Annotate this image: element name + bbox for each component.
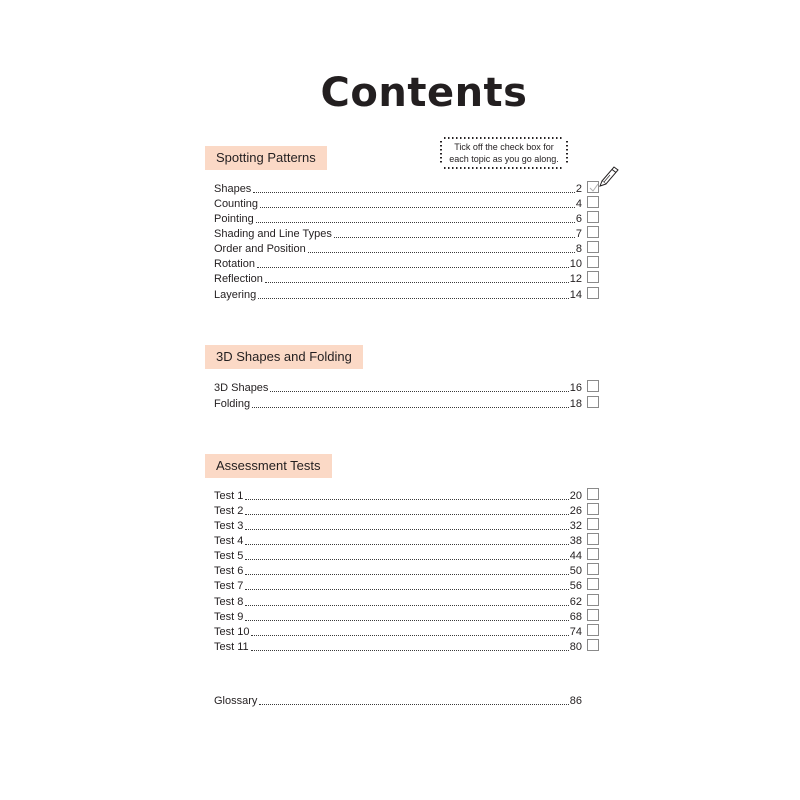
checkbox-test-1[interactable] <box>587 488 599 500</box>
section-heading-assessment-tests: Assessment Tests <box>205 454 332 478</box>
toc-item-label: Test 4 <box>214 535 244 547</box>
toc-item-page: 7 <box>575 228 582 240</box>
dot-leader <box>253 191 575 193</box>
toc-item-label: Test 7 <box>214 580 244 592</box>
toc-item-test-8[interactable] <box>214 594 582 609</box>
tick-icon <box>588 182 600 194</box>
toc-item-test-4[interactable] <box>214 533 582 548</box>
page-title: Contents <box>320 70 528 116</box>
dot-leader <box>265 281 569 283</box>
toc-item-page: 14 <box>569 289 582 301</box>
toc-item-page: 2 <box>575 183 582 195</box>
toc-item-label: Test 10 <box>214 626 250 638</box>
toc-item-page: 44 <box>569 550 582 562</box>
dot-leader <box>245 588 568 590</box>
toc-item-label: Shading and Line Types <box>214 228 332 240</box>
toc-item-page: 74 <box>569 626 582 638</box>
toc-item-page: 32 <box>569 520 582 532</box>
toc-item-page: 18 <box>569 398 582 410</box>
dot-leader <box>252 406 569 408</box>
checkbox-test-3[interactable] <box>587 518 599 530</box>
dot-leader <box>245 513 568 515</box>
toc-item-3d-shapes[interactable] <box>214 380 582 395</box>
dot-leader <box>270 390 568 392</box>
toc-item-test-10[interactable] <box>214 624 582 639</box>
dot-leader <box>251 649 569 651</box>
checkbox-test-8[interactable] <box>587 594 599 606</box>
dot-leader <box>256 221 575 223</box>
toc-item-layering[interactable] <box>214 287 582 302</box>
toc-item-label: Test 6 <box>214 565 244 577</box>
checkbox-test-9[interactable] <box>587 609 599 621</box>
checkbox-folding[interactable] <box>587 396 599 408</box>
dot-leader <box>245 558 568 560</box>
toc-item-shapes[interactable] <box>214 181 582 196</box>
toc-item-label: Test 2 <box>214 505 244 517</box>
dot-leader <box>251 634 568 636</box>
toc-item-page: 50 <box>569 565 582 577</box>
checkbox-test-2[interactable] <box>587 503 599 515</box>
dot-leader <box>245 573 568 575</box>
checkbox-test-11[interactable] <box>587 639 599 651</box>
section-heading-3d-shapes: 3D Shapes and Folding <box>205 345 363 369</box>
dot-leader <box>258 297 569 299</box>
toc-item-test-5[interactable] <box>214 548 582 563</box>
dot-leader <box>245 604 568 606</box>
checkbox-test-4[interactable] <box>587 533 599 545</box>
toc-item-label: Order and Position <box>214 243 306 255</box>
toc-item-pointing[interactable] <box>214 211 582 226</box>
toc-item-label: Folding <box>214 398 251 410</box>
toc-item-rotation[interactable] <box>214 256 582 271</box>
checkbox-3d-shapes[interactable] <box>587 380 599 392</box>
toc-item-test-11[interactable] <box>214 639 582 654</box>
toc-item-label: Counting <box>214 198 259 210</box>
section-heading-spotting-patterns: Spotting Patterns <box>205 146 327 170</box>
checkbox-reflection[interactable] <box>587 271 599 283</box>
toc-item-page: 6 <box>575 213 582 225</box>
toc-item-test-7[interactable] <box>214 578 582 593</box>
instruction-note <box>438 134 570 172</box>
toc-item-page: 62 <box>569 596 582 608</box>
toc-item-label: Glossary <box>214 695 258 707</box>
toc-item-page: 8 <box>575 243 582 255</box>
toc-item-counting[interactable] <box>214 196 582 211</box>
toc-item-label: Shapes <box>214 183 252 195</box>
dot-leader <box>245 543 568 545</box>
note-line-1: Tick off the check box for <box>454 142 554 152</box>
checkbox-test-5[interactable] <box>587 548 599 560</box>
toc-item-test-9[interactable] <box>214 609 582 624</box>
dot-leader <box>245 619 568 621</box>
toc-item-label: Test 1 <box>214 490 244 502</box>
toc-item-page: 68 <box>569 611 582 623</box>
checkbox-counting[interactable] <box>587 196 599 208</box>
toc-item-test-6[interactable] <box>214 563 582 578</box>
toc-item-glossary[interactable] <box>214 693 582 708</box>
toc-item-label: Pointing <box>214 213 254 225</box>
toc-item-label: 3D Shapes <box>214 382 269 394</box>
toc-item-page: 20 <box>569 490 582 502</box>
toc-item-label: Reflection <box>214 273 263 285</box>
dot-leader <box>257 266 569 268</box>
toc-item-page: 4 <box>575 198 582 210</box>
dot-leader <box>259 703 568 705</box>
dot-leader <box>308 251 575 253</box>
toc-item-label: Rotation <box>214 258 255 270</box>
toc-item-label: Test 11 <box>214 641 249 653</box>
toc-item-page: 38 <box>569 535 582 547</box>
toc-item-page: 56 <box>569 580 582 592</box>
checkbox-layering[interactable] <box>587 287 599 299</box>
toc-item-reflection[interactable] <box>214 271 582 286</box>
toc-item-test-3[interactable] <box>214 518 582 533</box>
dot-leader <box>260 206 575 208</box>
toc-item-page: 26 <box>569 505 582 517</box>
toc-item-page: 86 <box>569 695 582 707</box>
toc-item-label: Test 3 <box>214 520 244 532</box>
note-line-2: each topic as you go along. <box>449 154 559 164</box>
toc-item-label: Test 9 <box>214 611 244 623</box>
toc-item-shading[interactable] <box>214 226 582 241</box>
toc-item-label: Layering <box>214 289 257 301</box>
toc-item-page: 16 <box>569 382 582 394</box>
dot-leader <box>245 498 568 500</box>
checkbox-rotation[interactable] <box>587 256 599 268</box>
toc-item-folding[interactable] <box>214 396 582 411</box>
dot-leader <box>245 528 568 530</box>
toc-item-label: Test 8 <box>214 596 244 608</box>
toc-item-label: Test 5 <box>214 550 244 562</box>
checkbox-test-10[interactable] <box>587 624 599 636</box>
toc-item-order[interactable] <box>214 241 582 256</box>
checkbox-shading[interactable] <box>587 226 599 238</box>
checkbox-order[interactable] <box>587 241 599 253</box>
toc-item-page: 10 <box>569 258 582 270</box>
checkbox-test-7[interactable] <box>587 578 599 590</box>
checkbox-shapes[interactable] <box>587 181 599 193</box>
toc-item-test-2[interactable] <box>214 503 582 518</box>
note-text <box>446 141 562 165</box>
checkbox-pointing[interactable] <box>587 211 599 223</box>
dot-leader <box>334 236 575 238</box>
checkbox-test-6[interactable] <box>587 563 599 575</box>
toc-item-page: 12 <box>569 273 582 285</box>
toc-item-test-1[interactable] <box>214 488 582 503</box>
toc-item-page: 80 <box>569 641 582 653</box>
